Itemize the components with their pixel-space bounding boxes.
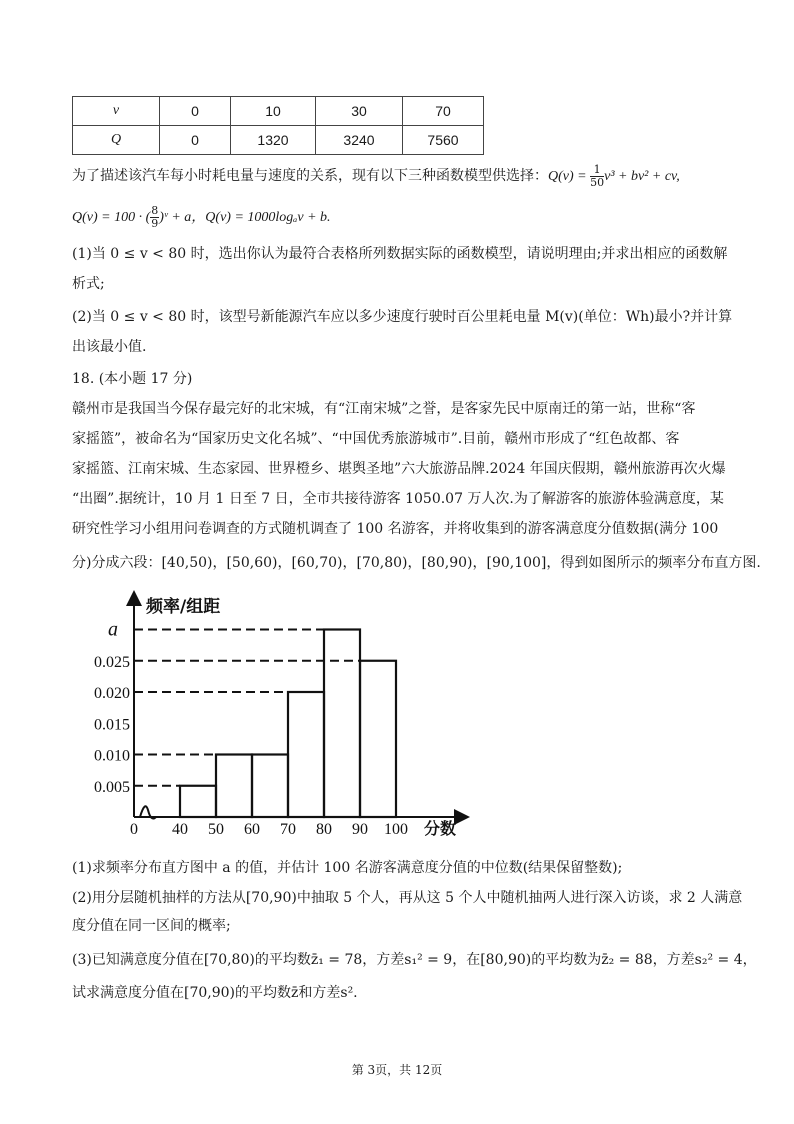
table-cell: 70 <box>403 97 484 126</box>
table-cell: 30 <box>316 97 403 126</box>
frequency-histogram <box>72 590 472 840</box>
q17-intro-line <box>72 163 732 190</box>
y-tick-label: a <box>108 618 118 641</box>
q18-line: 赣州市是我国当今保存最完好的北宋城，有“江南宋城”之誉，是客家先民中原南迁的第一站，世称“客 <box>72 401 696 417</box>
y-tick-label: 0.010 <box>94 747 130 765</box>
histogram-bar <box>324 630 360 818</box>
model1-fraction <box>590 164 604 189</box>
y-tick-label: 0.025 <box>94 653 130 671</box>
fraction-denominator: 9 <box>151 216 159 230</box>
model2-suffix: )ᵛ + a，Q(v) = 1000logₐv + b. <box>159 210 331 225</box>
y-tick-label: 0.005 <box>94 778 130 796</box>
q17-part2-line2: 出该最小值. <box>72 339 147 355</box>
q18-part1: (1)求频率分布直方图中 a 的值，并估计 100 名游客满意度分值的中位数(结果保留整数); <box>72 860 623 876</box>
q18-line: 家摇篮”，被命名为“国家历史文化名城”、“中国优秀旅游城市”.目前，赣州市形成了“红色故都、客 <box>72 431 680 447</box>
table-cell: 1320 <box>231 126 316 155</box>
y-tick-label: 0.015 <box>94 716 130 734</box>
q18-line: 家摇篮、江南宋城、生态家园、世界橙乡、堪舆圣地”六大旅游品牌.2024 年国庆假期，赣州旅游再次火爆 <box>72 461 726 477</box>
x-axis-title: 分数 <box>424 819 457 838</box>
table-cell: 0 <box>160 97 231 126</box>
q18-line: 分)分成六段：[40,50)，[50,60)，[60,70)，[70,80)，[80,90)，[90,100]，得到如图所示的频率分布直方图. <box>72 555 761 571</box>
x-tick-label: 80 <box>316 821 332 838</box>
q18-line: 研究性学习小组用问卷调查的方式随机调查了 100 名游客，并将收集到的游客满意度分值数据(满分 100 <box>72 521 719 537</box>
x-tick-label: 90 <box>352 821 368 838</box>
q17-models-line <box>72 204 331 231</box>
histogram-bar <box>360 661 396 817</box>
fraction-numerator: 1 <box>590 164 604 177</box>
table-cell: 7560 <box>403 126 484 155</box>
q18-part3-line1: (3)已知满意度分值在[70,80)的平均数z̄₁ = 78，方差s₁² = 9，在[80,90)的平均数为z̄₂ = 88，方差s₂² = 4， <box>72 952 757 968</box>
table-cell: Q <box>73 126 160 155</box>
x-tick-label: 50 <box>208 821 224 838</box>
q18-part3-line2: 试求满意度分值在[70,90)的平均数z̄和方差s². <box>72 985 358 1001</box>
histogram-bar <box>288 692 324 817</box>
q18-line: “出圈”.据统计，10 月 1 日至 7 日，全市共接待游客 1050.07 万人次.为了解游客的旅游体验满意度，某 <box>72 491 724 507</box>
fraction-denominator: 50 <box>590 175 605 189</box>
data-table <box>72 96 484 155</box>
model2-prefix: Q(v) = 100 · ( <box>72 210 151 225</box>
q17-part1-line1: (1)当 0 ≤ v < 80 时，选出你认为最符合表格所列数据实际的函数模型，请说明理由;并求出相应的函数解 <box>72 246 728 262</box>
q17-part2-line1: (2)当 0 ≤ v < 80 时，该型号新能源汽车应以多少速度行驶时百公里耗电量 M(v)(单位：Wh)最小?并计算 <box>72 309 733 325</box>
model1-prefix: Q(v) = <box>548 169 591 184</box>
y-tick-label: 0.020 <box>94 685 130 702</box>
x-tick-label: 40 <box>172 821 188 838</box>
q17-intro: 为了描述该汽车每小时耗电量与速度的关系，现有以下三种函数模型供选择： <box>72 168 548 184</box>
q18-header: 18. (本小题 17 分) <box>72 371 193 387</box>
x-origin-label: 0 <box>130 821 138 838</box>
y-axis-title: 频率/组距 <box>146 597 221 617</box>
histogram-bar <box>216 755 252 818</box>
model1-suffix: v³ + bv² + cv, <box>604 169 680 184</box>
table-cell: 10 <box>231 97 316 126</box>
table-row <box>73 97 484 126</box>
fraction-numerator: 8 <box>151 203 159 217</box>
q18-part2-line2: 度分值在同一区间的概率; <box>72 918 231 934</box>
x-tick-label: 60 <box>244 821 260 838</box>
x-tick-label: 70 <box>280 821 296 838</box>
table-row <box>73 126 484 155</box>
histogram-bar <box>252 755 288 818</box>
model2-fraction <box>150 205 159 230</box>
table-cell: 3240 <box>316 126 403 155</box>
histogram-bar <box>180 786 216 817</box>
q17-part1-line2: 析式; <box>72 276 105 292</box>
table-cell: v <box>73 97 160 126</box>
x-tick-label: 100 <box>384 821 408 838</box>
page-footer: 第 3页，共 12页 <box>351 1063 443 1077</box>
table-cell: 0 <box>160 126 231 155</box>
q18-part2-line1: (2)用分层随机抽样的方法从[70,90)中抽取 5 个人，再从这 5 个人中随机抽两人进行深入访谈，求 2 人满意 <box>72 890 743 906</box>
